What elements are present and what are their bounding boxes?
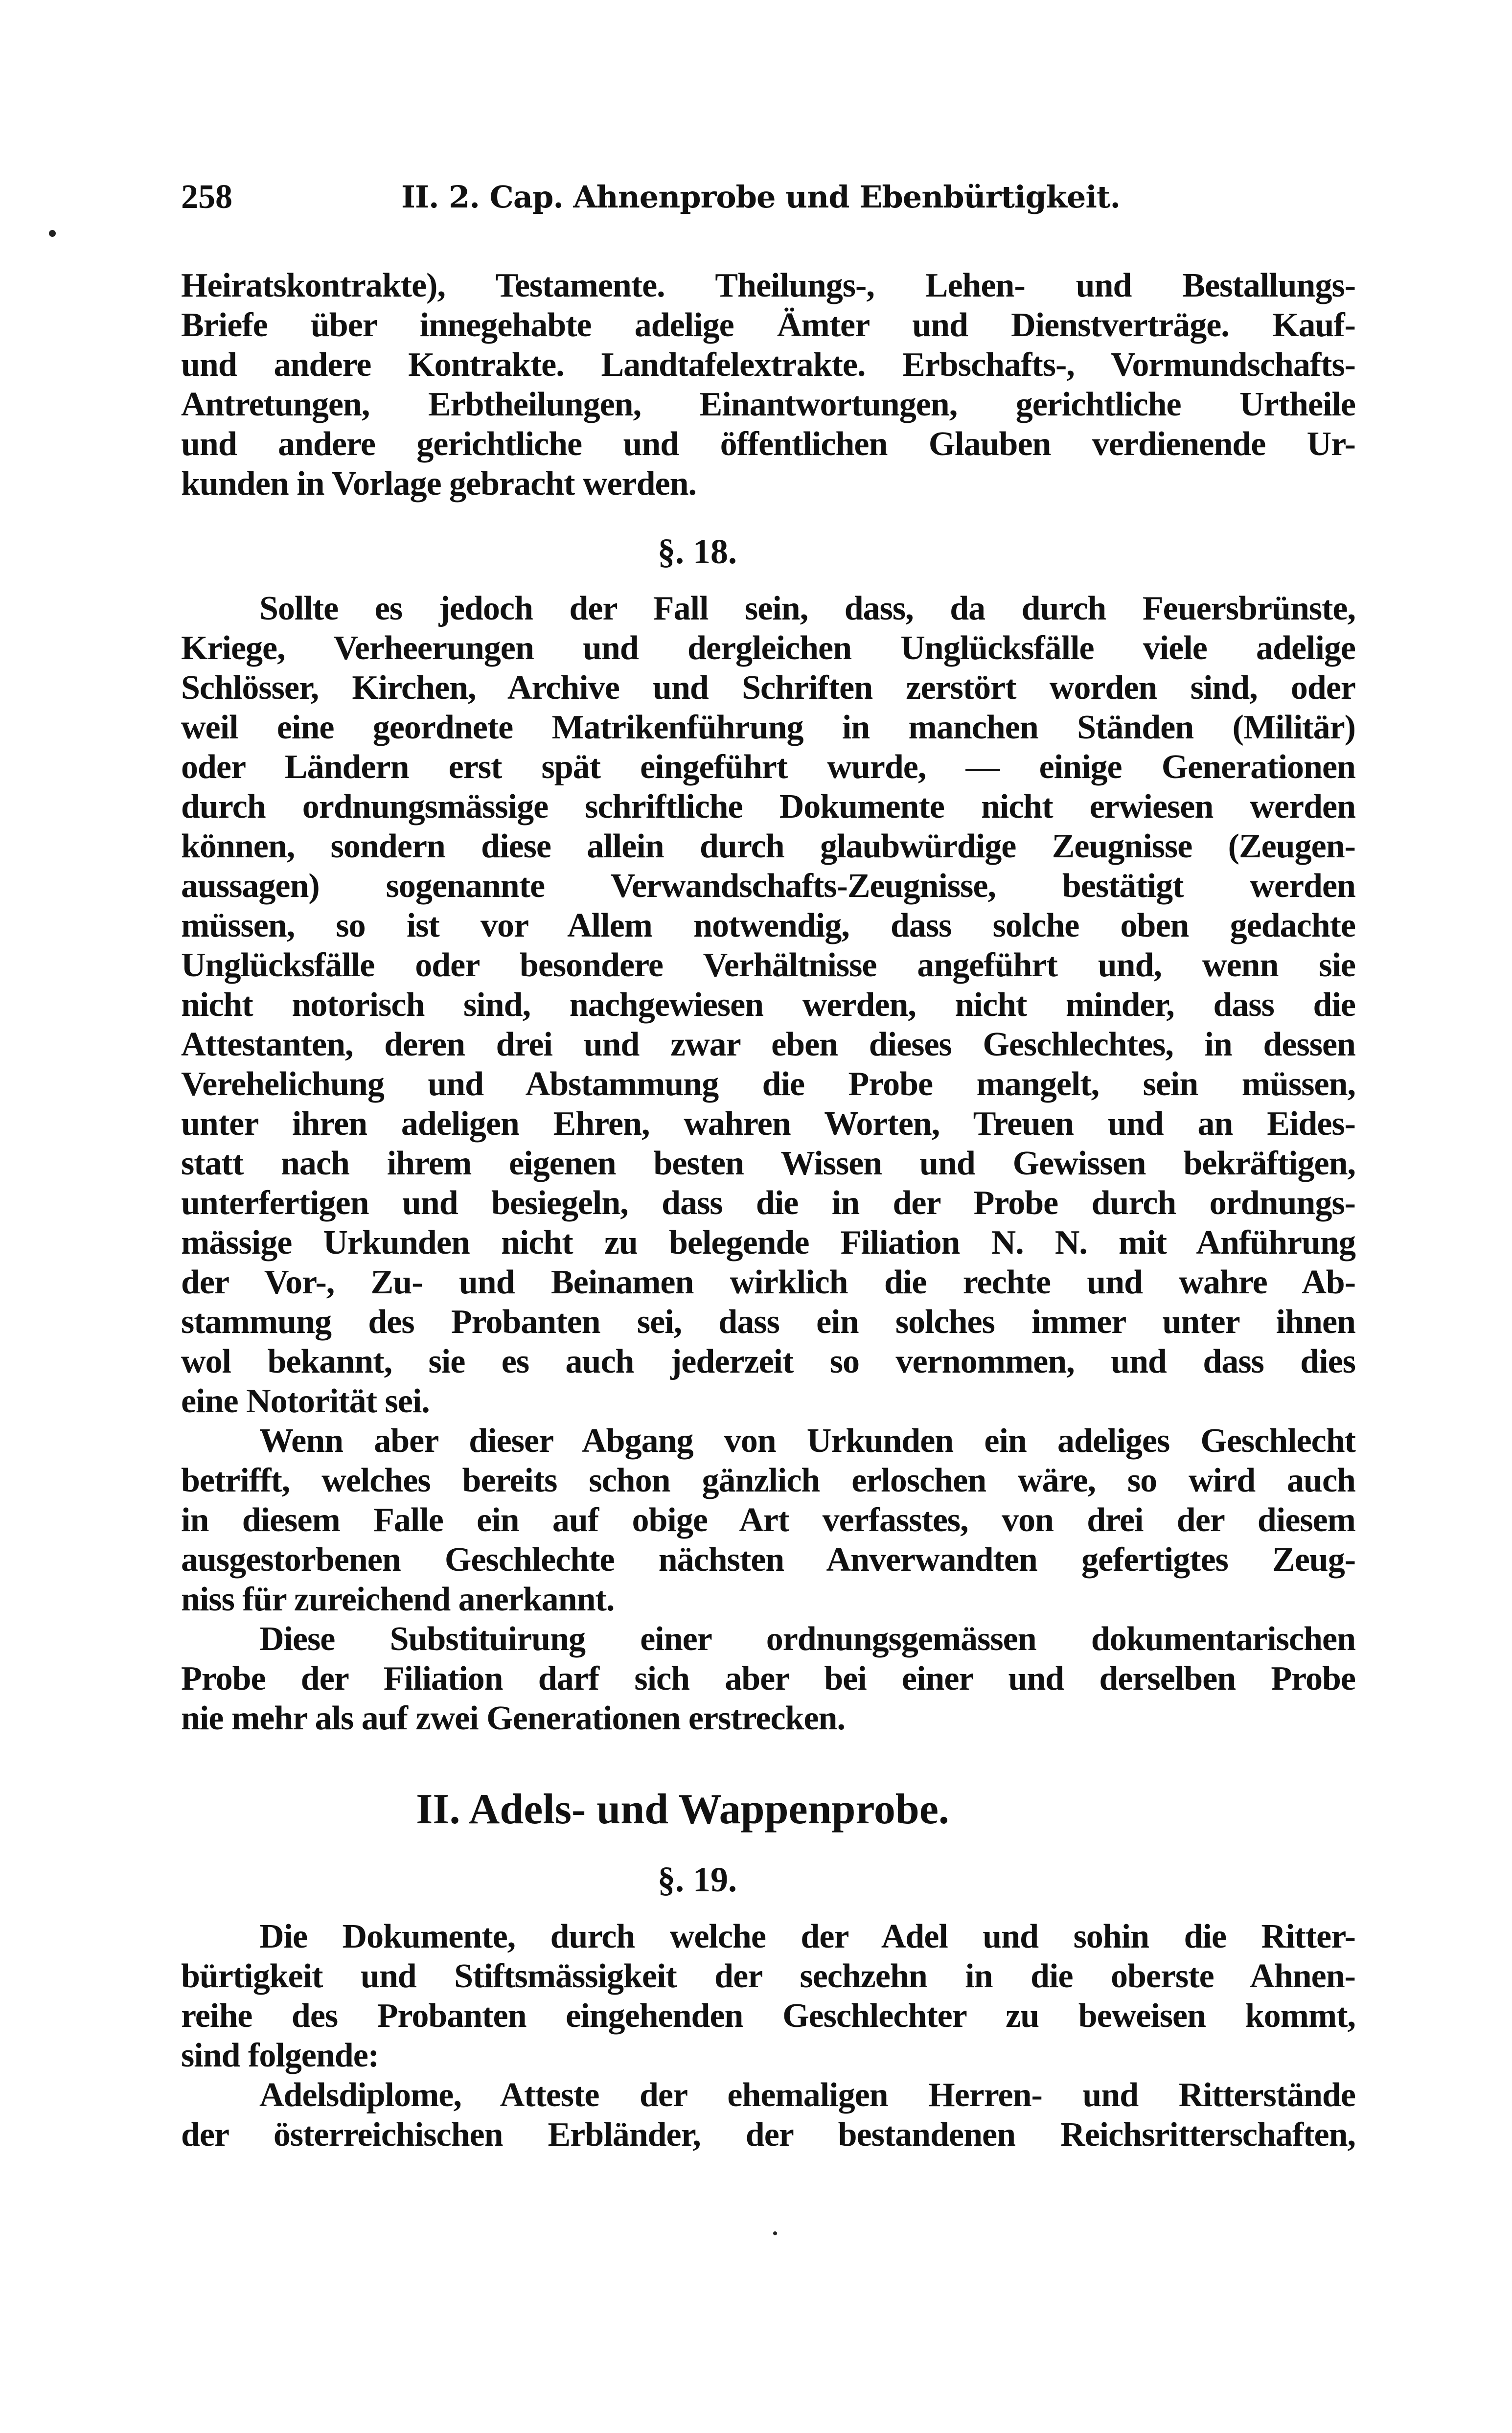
text-line: eine Notorität sei.	[181, 1382, 430, 1420]
text-line: reihe des Probanten eingehenden Geschlechter zu beweisen kommt,	[181, 1997, 1355, 2035]
text-line: Briefe über innegehabte adelige Ämter und Dienstverträge. Kauf-	[181, 306, 1355, 344]
text-line: in diesem Falle ein auf obige Art verfasstes, von drei der diesem	[181, 1501, 1355, 1539]
scan-speck	[49, 230, 56, 237]
text-line: sind folgende:	[181, 2037, 379, 2074]
text-line: Antretungen, Erbtheilungen, Einantwortungen, gerichtliche Urtheile	[181, 386, 1355, 423]
running-header	[181, 177, 1355, 217]
text-line: der österreichischen Erbländer, der bestandenen Reichsritterschaften,	[181, 2116, 1355, 2154]
text-line: Adelsdiplome, Atteste der ehemaligen Herren- und Ritterstände	[259, 2076, 1355, 2114]
text-block-3	[181, 1917, 1355, 2155]
text-line: Wenn aber dieser Abgang von Urkunden ein adeliges Geschlecht	[259, 1422, 1355, 1460]
text-line: können, sondern diese allein durch glaubwürdige Zeugnisse (Zeugen-	[181, 827, 1355, 865]
text-block-2	[181, 589, 1355, 1738]
text-line: Unglücksfälle oder besondere Verhältnisse angeführt und, wenn sie	[181, 946, 1355, 984]
text-line: durch ordnungsmässige schriftliche Dokumente nicht erwiesen werden	[181, 788, 1355, 826]
section-heading: II. Adels- und Wappenprobe.	[416, 1786, 949, 1833]
text-line: kunden in Vorlage gebracht werden.	[181, 465, 697, 503]
text-line: Schlösser, Kirchen, Archive und Schriften zerstört worden sind, oder	[181, 669, 1355, 707]
text-line: weil eine geordnete Matrikenführung in manchen Ständen (Militär)	[181, 709, 1355, 746]
section-number-18: §. 18.	[658, 532, 737, 571]
text-line: Heiratskontrakte), Testamente. Theilungs-, Lehen- und Bestallungs-	[181, 267, 1355, 304]
page-number: 258	[181, 178, 232, 216]
text-line: unterfertigen und besiegeln, dass die in der Probe durch ordnungs-	[181, 1184, 1355, 1222]
text-line: müssen, so ist vor Allem notwendig, dass solche oben gedachte	[181, 907, 1355, 944]
running-title: II. 2. Cap. Ahnenprobe und Ebenbürtigkeit.	[401, 179, 1121, 215]
text-line: stammung des Probanten sei, dass ein solches immer unter ihnen	[181, 1303, 1355, 1341]
text-line: Die Dokumente, durch welche der Adel und sohin die Ritter-	[259, 1918, 1355, 1955]
text-line: unter ihren adeligen Ehren, wahren Worten, Treuen und an Eides-	[181, 1105, 1355, 1143]
text-line: Attestanten, deren drei und zwar eben dieses Geschlechtes, in dessen	[181, 1026, 1355, 1063]
text-line: bürtigkeit und Stiftsmässigkeit der sechzehn in die oberste Ahnen-	[181, 1957, 1355, 1995]
text-line: statt nach ihrem eigenen besten Wissen und Gewissen bekräftigen,	[181, 1145, 1355, 1182]
text-line: aussagen) sogenannte Verwandschafts-Zeugnisse, bestätigt werden	[181, 867, 1355, 905]
text-line: wol bekannt, sie es auch jederzeit so vernommen, und dass dies	[181, 1343, 1355, 1380]
scan-speck	[773, 2231, 777, 2235]
text-line: der Vor-, Zu- und Beinamen wirklich die rechte und wahre Ab-	[181, 1263, 1355, 1301]
text-line: mässige Urkunden nicht zu belegende Filiation N. N. mit Anführung	[181, 1224, 1355, 1262]
text-line: Diese Substituirung einer ordnungsgemässen dokumentarischen	[259, 1620, 1355, 1658]
text-line: und andere Kontrakte. Landtafelextrakte. Erbschafts-, Vormundschafts-	[181, 346, 1355, 384]
text-line: oder Ländern erst spät eingeführt wurde, — einige Generationen	[181, 748, 1355, 786]
text-line: Sollte es jedoch der Fall sein, dass, da durch Feuersbrünste,	[259, 590, 1355, 627]
section-number-19: §. 19.	[658, 1860, 737, 1899]
text-line: Kriege, Verheerungen und dergleichen Unglücksfälle viele adelige	[181, 629, 1355, 667]
text-line: ausgestorbenen Geschlechte nächsten Anverwandten gefertigtes Zeug-	[181, 1541, 1355, 1579]
text-line: nie mehr als auf zwei Generationen erstrecken.	[181, 1699, 845, 1737]
text-block-1	[181, 266, 1355, 504]
text-line: niss für zureichend anerkannt.	[181, 1581, 615, 1618]
text-line: nicht notorisch sind, nachgewiesen werden, nicht minder, dass die	[181, 986, 1355, 1024]
text-line: betrifft, welches bereits schon gänzlich erloschen wäre, so wird auch	[181, 1462, 1355, 1499]
text-line: Verehelichung und Abstammung die Probe mangelt, sein müssen,	[181, 1065, 1355, 1103]
text-line: und andere gerichtliche und öffentlichen Glauben verdienende Ur-	[181, 425, 1355, 463]
text-line: Probe der Filiation darf sich aber bei einer und derselben Probe	[181, 1660, 1355, 1698]
